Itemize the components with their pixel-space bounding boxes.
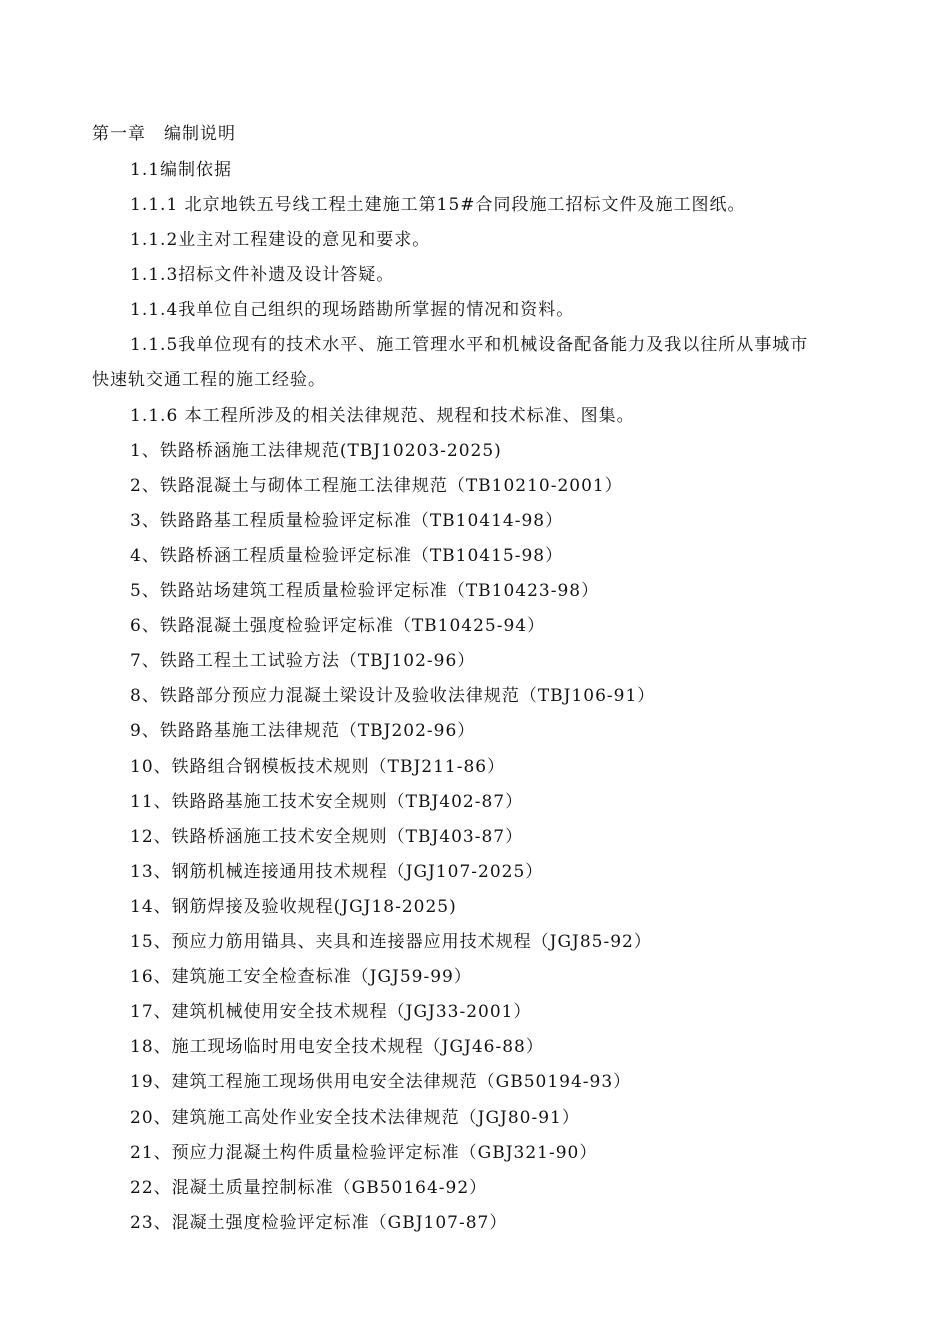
paragraph-1-1-6: 1.1.6 本工程所涉及的相关法律规范、规程和技术标准、图集。 xyxy=(130,406,635,426)
list-item: 11、铁路路基施工技术安全规则（TBJ402-87） xyxy=(130,792,524,812)
paragraph-1-1-5: 1.1.5我单位现有的技术水平、施工管理水平和机械设备配备能力及我以往所从事城市 xyxy=(130,335,809,355)
list-item: 5、铁路站场建筑工程质量检验评定标准（TB10423-98） xyxy=(130,581,600,601)
paragraph-1-1-3: 1.1.3招标文件补遗及设计答疑。 xyxy=(130,265,395,285)
list-item: 19、建筑工程施工现场供用电安全法律规范（GB50194-93） xyxy=(130,1072,632,1092)
list-item: 23、混凝土强度检验评定标准（GBJ107-87） xyxy=(130,1213,508,1233)
list-item: 7、铁路工程土工试验方法（TBJ102-96） xyxy=(130,651,476,671)
list-item: 22、混凝土质量控制标准（GB50164-92） xyxy=(130,1178,488,1198)
list-item: 8、铁路部分预应力混凝土梁设计及验收法律规范（TBJ106-91） xyxy=(130,686,656,706)
list-item: 1、铁路桥涵施工法律规范(TBJ10203-2025) xyxy=(130,441,502,461)
list-item: 2、铁路混凝土与砌体工程施工法律规范（TB10210-2001） xyxy=(130,476,623,496)
list-item: 9、铁路路基施工法律规范（TBJ202-96） xyxy=(130,721,476,741)
chapter-title: 第一章 编制说明 xyxy=(92,124,236,144)
list-item: 21、预应力混凝土构件质量检验评定标准（GBJ321-90） xyxy=(130,1143,598,1163)
section-heading: 1.1编制依据 xyxy=(130,160,233,180)
list-item: 10、铁路组合钢模板技术规则（TBJ211-86） xyxy=(130,757,506,777)
list-item: 4、铁路桥涵工程质量检验评定标准（TB10415-98） xyxy=(130,546,564,566)
list-item: 14、钢筋焊接及验收规程(JGJ18-2025) xyxy=(130,897,457,917)
list-item: 6、铁路混凝土强度检验评定标准（TB10425-94） xyxy=(130,616,546,636)
list-item: 20、建筑施工高处作业安全技术法律规范（JGJ80-91） xyxy=(130,1108,580,1128)
paragraph-1-1-2: 1.1.2业主对工程建设的意见和要求。 xyxy=(130,230,431,250)
list-item: 18、施工现场临时用电安全技术规程（JGJ46-88） xyxy=(130,1037,544,1057)
list-item: 12、铁路桥涵施工技术安全规则（TBJ403-87） xyxy=(130,827,524,847)
list-item: 15、预应力筋用锚具、夹具和连接器应用技术规程（JGJ85-92） xyxy=(130,932,652,952)
paragraph-1-1-1: 1.1.1 北京地铁五号线工程土建施工第15#合同段施工招标文件及施工图纸。 xyxy=(130,195,746,215)
list-item: 13、钢筋机械连接通用技术规程（JGJ107-2025） xyxy=(130,862,544,882)
paragraph-1-1-5-continued: 快速轨交通工程的施工经验。 xyxy=(92,370,326,390)
list-item: 3、铁路路基工程质量检验评定标准（TB10414-98） xyxy=(130,511,564,531)
paragraph-1-1-4: 1.1.4我单位自己组织的现场踏勘所掌握的情况和资料。 xyxy=(130,300,575,320)
list-item: 17、建筑机械使用安全技术规程（JGJ33-2001） xyxy=(130,1002,532,1022)
list-item: 16、建筑施工安全检查标准（JGJ59-99） xyxy=(130,967,472,987)
